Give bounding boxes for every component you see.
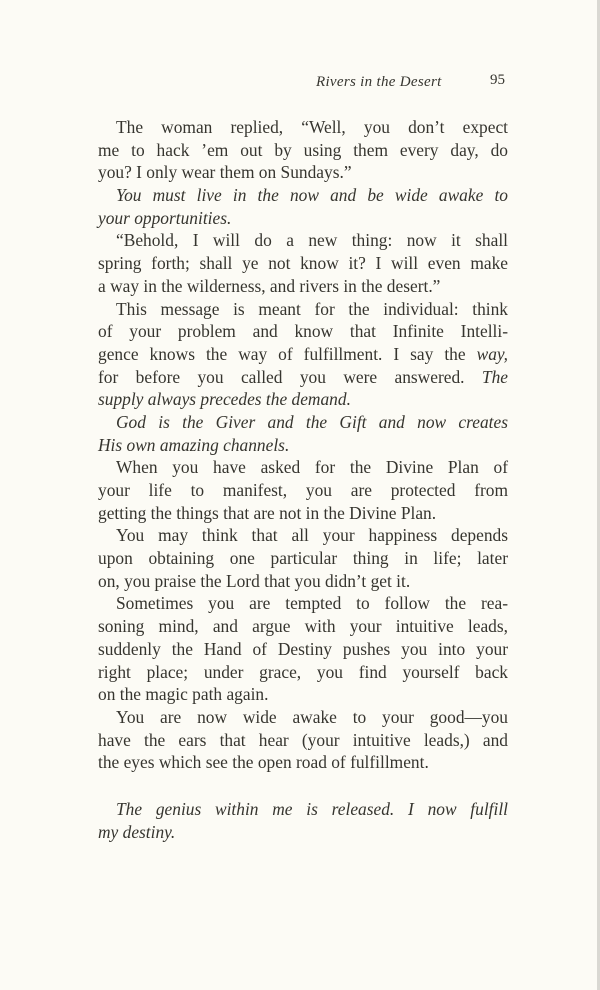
- text-line: [98, 320, 508, 343]
- text-segment: gence knows the way of fulfillment. I say the: [98, 343, 477, 364]
- italic-text: God is the Giver and the Gift and now creates: [116, 411, 508, 432]
- text-segment: right place; under grace, you find yourself back: [98, 661, 508, 682]
- italic-text: my destiny.: [98, 821, 176, 842]
- text-segment: You are now wide awake to your good—you: [116, 706, 508, 727]
- text-segment: upon obtaining one particular thing in life; later: [98, 548, 508, 569]
- text-line: [98, 706, 508, 729]
- italic-text: The: [481, 366, 508, 387]
- text-segment: getting the things that are not in the Divine Plan.: [98, 502, 437, 523]
- text-line: [98, 661, 508, 684]
- text-segment: spring forth; shall ye not know it? I will even make: [98, 253, 508, 274]
- text-segment: you? I only wear them on Sundays.”: [98, 162, 352, 183]
- text-line: [98, 275, 508, 298]
- text-segment: “Behold, I will do a new thing: now it shall: [116, 230, 508, 251]
- text-line: [98, 615, 508, 638]
- text-segment: your life to manifest, you are protected from: [98, 480, 508, 500]
- italic-text: way,: [476, 343, 508, 364]
- text-line: [98, 207, 508, 230]
- text-line: [98, 683, 508, 706]
- text-segment: The woman replied, “Well, you don’t expect: [116, 117, 508, 137]
- text-segment: This message is meant for the individual: think: [116, 298, 508, 319]
- running-header: [300, 74, 505, 94]
- text-line: [98, 139, 508, 162]
- text-segment: the eyes which see the open road of fulfillment.: [98, 752, 429, 773]
- text-line: [98, 729, 508, 752]
- italic-text: your opportunities.: [98, 207, 232, 228]
- text-line: [98, 547, 508, 570]
- text-segment: on the magic path again.: [98, 684, 269, 705]
- text-segment: a way in the wilderness, and rivers in the desert.”: [98, 275, 441, 296]
- text-line: [98, 592, 508, 615]
- text-segment: When you have asked for the Divine Plan of: [116, 457, 508, 478]
- text-line: [98, 116, 508, 139]
- text-line: [98, 821, 508, 844]
- body-text: [98, 116, 508, 843]
- text-line: [98, 479, 508, 502]
- italic-text: You must live in the now and be wide awake to: [116, 185, 508, 206]
- text-line: [98, 388, 508, 411]
- text-segment: me to hack ’em out by using them every day, do: [98, 139, 508, 160]
- text-segment: of your problem and know that Infinite Intelli-: [98, 321, 508, 342]
- text-line: [98, 184, 508, 207]
- text-segment: Sometimes you are tempted to follow the rea-: [116, 593, 508, 614]
- text-segment: suddenly the Hand of Destiny pushes you into your: [98, 638, 508, 659]
- italic-text: His own amazing channels.: [98, 434, 290, 455]
- text-line: [98, 343, 508, 366]
- text-line: [98, 366, 508, 389]
- text-line: [98, 502, 508, 525]
- text-segment: on, you praise the Lord that you didn’t get it.: [98, 570, 411, 591]
- text-line: [98, 229, 508, 252]
- text-line: [98, 411, 508, 434]
- text-line: [98, 252, 508, 275]
- text-segment: soning mind, and argue with your intuitive leads,: [98, 616, 508, 637]
- italic-text: supply always precedes the demand.: [98, 389, 351, 410]
- text-line: [98, 161, 508, 184]
- text-segment: for before you called you were answered.: [98, 366, 482, 387]
- text-line: [98, 298, 508, 321]
- text-line: [98, 434, 508, 457]
- text-line: [98, 638, 508, 661]
- text-segment: You may think that all your happiness depends: [116, 525, 508, 546]
- text-line: [98, 751, 508, 774]
- running-title: Rivers in the Desert: [316, 74, 442, 90]
- text-segment: have the ears that hear (your intuitive leads,) and: [98, 729, 508, 750]
- italic-text: The genius within me is released. I now fulfill: [116, 798, 508, 819]
- page-number: 95: [490, 72, 505, 88]
- text-line: [98, 524, 508, 547]
- text-line: [98, 456, 508, 479]
- paragraph-gap: [98, 774, 508, 798]
- text-line: [98, 798, 508, 821]
- text-line: [98, 570, 508, 593]
